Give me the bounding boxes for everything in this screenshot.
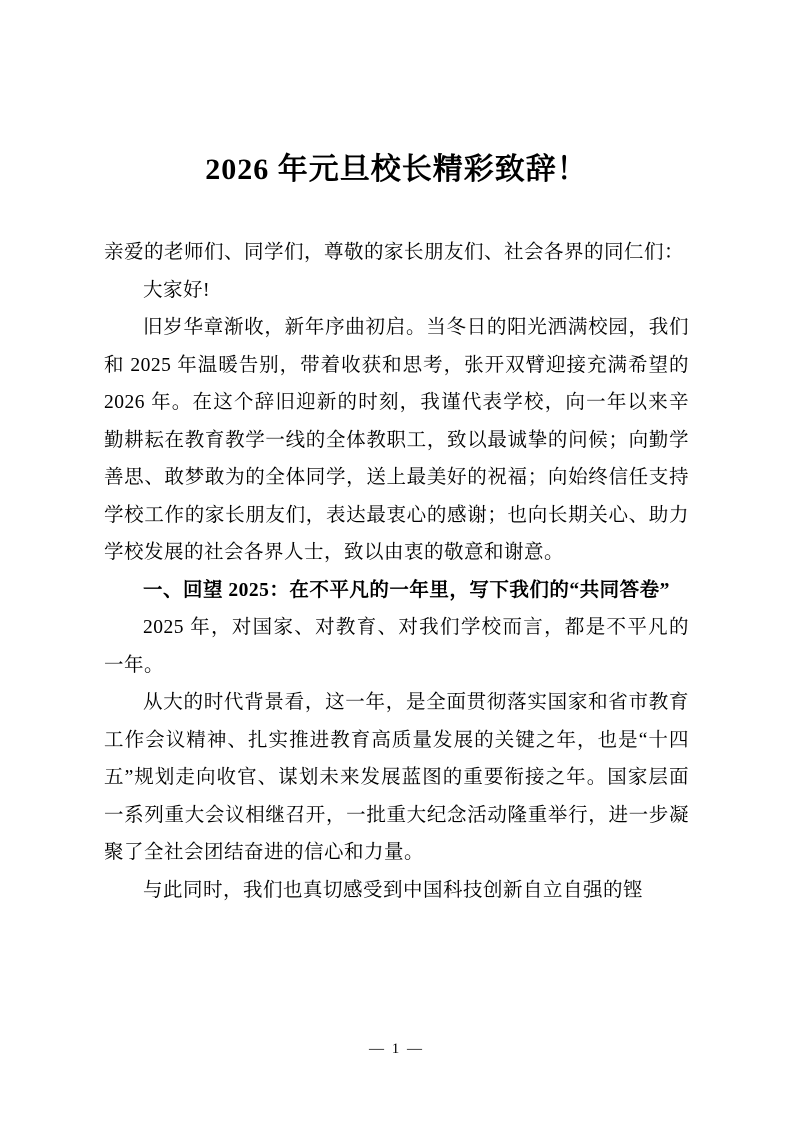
paragraph-tech-innovation: 与此同时，我们也真切感受到中国科技创新自立自强的铿: [143, 879, 644, 901]
page-number: — 1 —: [369, 1041, 424, 1057]
paragraph-opening: 旧岁华章渐收，新年序曲初启。当冬日的阳光洒满校园，我们和 2025 年温暖告别，带着收获和思考，张开双臂迎接充满希望的 2026 年。在这个辞旧迎新的时刻，我谨代表学校，向一年以来辛勤耕耘在教育教学一线的全体教职工，致以最诚挚的问候；向勤学善思、敢梦敢为的全体同学，送上最美好的祝福；向始终信任支持学校工作的家长朋友们，表达最衷心的感谢；也向长期关心、助力学校发展的社会各界人士，致以由衷的敬意和谢意。: [104, 317, 689, 563]
document-body: [104, 234, 689, 909]
paragraph-review-intro: 2025 年，对国家、对教育、对我们学校而言，都是不平凡的一年。: [104, 617, 689, 676]
paragraph-salutation: 亲爱的老师们、同学们，尊敬的家长朋友们、社会各界的同仁们：: [104, 242, 685, 263]
section-heading: 一、回望 2025：在不平凡的一年里，写下我们的“共同答卷”: [143, 579, 670, 601]
paragraph-greeting: 大家好!: [143, 279, 210, 301]
document-title: 2026 年元旦校长精彩致辞！: [205, 153, 588, 186]
paragraph-era-background: 从大的时代背景看，这一年，是全面贯彻落实国家和省市教育工作会议精神、扎实推进教育高质量发展的关键之年，也是“十四五”规划走向收官、谋划未来发展蓝图的重要衔接之年。国家层面一系列重大会议相继召开，一批重大纪念活动隆重举行，进一步凝聚了全社会团结奋进的信心和力量。: [104, 692, 689, 863]
